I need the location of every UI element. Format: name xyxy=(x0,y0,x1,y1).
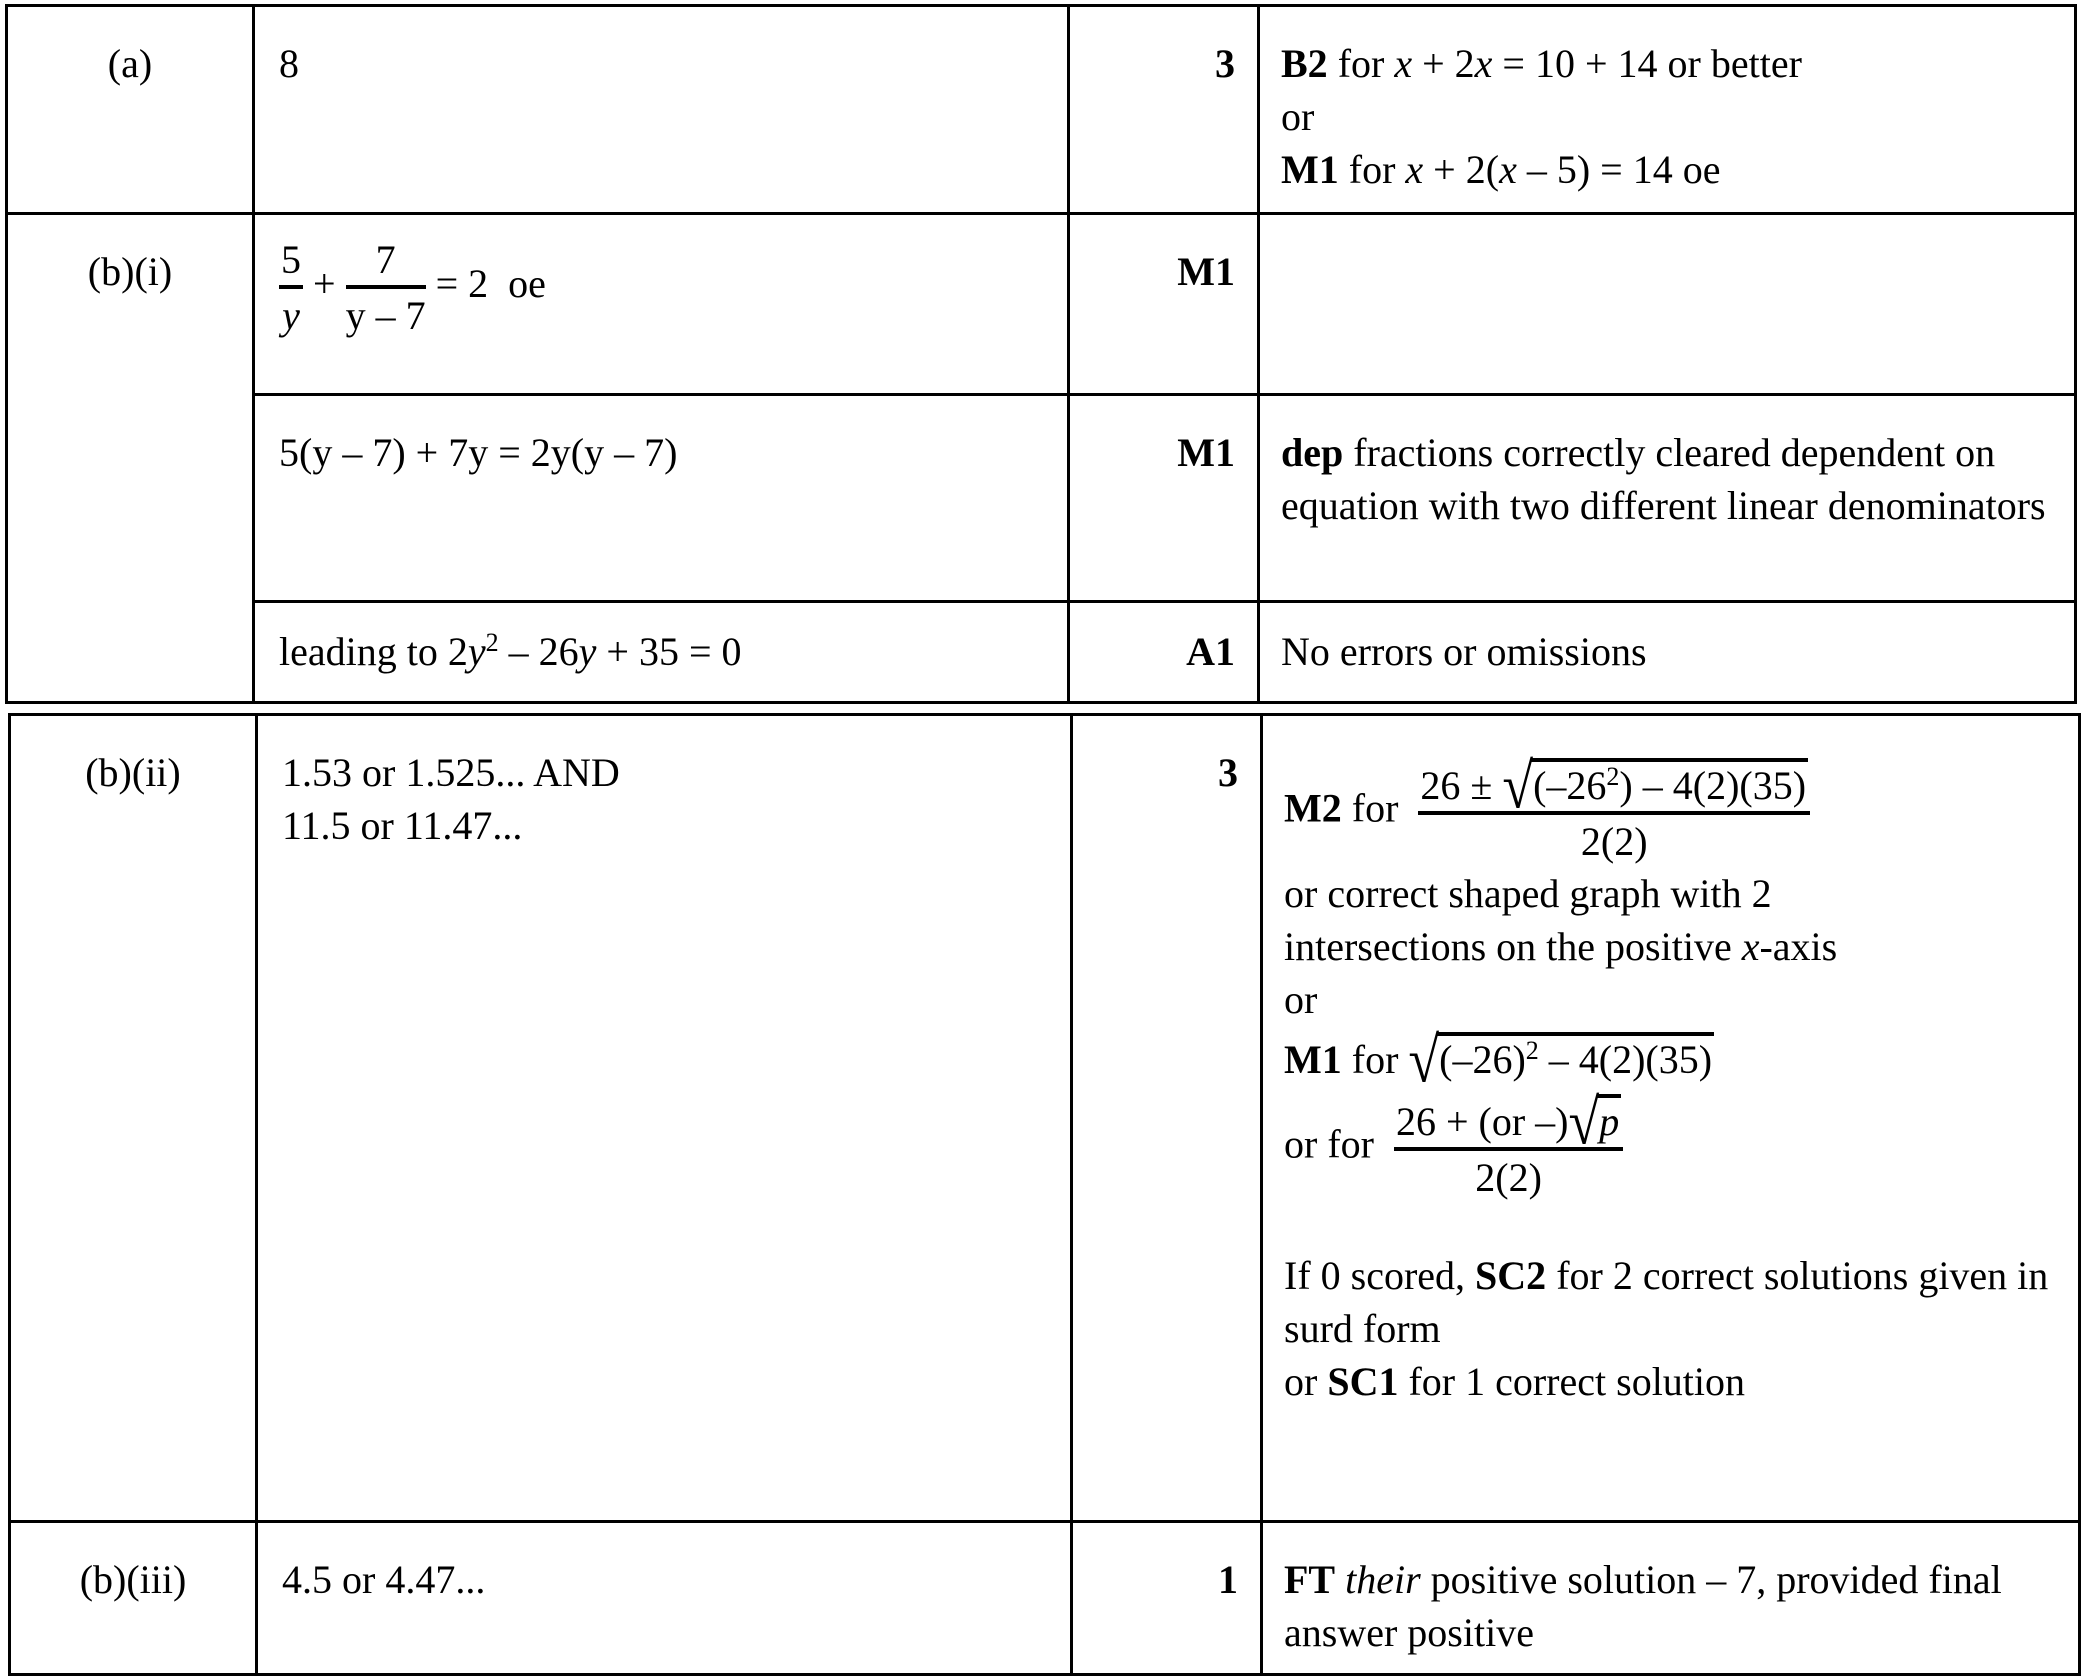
sqrt-icon: √ xyxy=(1408,1025,1440,1097)
part-label: (a) xyxy=(7,6,254,214)
exponent: 2 xyxy=(485,628,499,657)
m2-line xyxy=(1284,751,2068,867)
table-row-b-iii xyxy=(10,1522,2080,1675)
table-row-b-i-step1 xyxy=(7,214,2076,395)
guidance-cell: No errors or omissions xyxy=(1259,602,2076,703)
mark-code: SC2 xyxy=(1475,1253,1547,1298)
m1-line xyxy=(1284,1025,2068,1097)
text: their xyxy=(1335,1557,1421,1602)
denominator: y xyxy=(282,293,300,338)
fraction xyxy=(346,235,426,341)
mark-code: M2 xyxy=(1284,785,1342,831)
special-case xyxy=(1284,1249,2068,1355)
numerator: 5 xyxy=(279,235,303,289)
guidance-line xyxy=(1281,143,2064,196)
guidance-line: or correct shaped graph with 2 xyxy=(1284,871,1772,916)
guidance-cell xyxy=(1262,1522,2080,1675)
mark-scheme-table-1 xyxy=(5,4,2077,704)
part-label: (b)(iii) xyxy=(10,1522,257,1675)
text: 26 + (or –) xyxy=(1395,1099,1569,1144)
denominator: y – 7 xyxy=(345,293,426,338)
text: or for xyxy=(1284,1121,1384,1167)
text: – 26 xyxy=(498,629,579,674)
numerator xyxy=(1418,751,1810,823)
mark-code: dep xyxy=(1281,430,1344,475)
text: for xyxy=(1341,785,1409,831)
denominator: 2(2) xyxy=(1475,1155,1542,1200)
guidance-cell xyxy=(1259,214,2076,395)
sqrt-icon: √ xyxy=(1502,751,1534,823)
text: or xyxy=(1284,1359,1328,1404)
mark-cell: 1 xyxy=(1072,1522,1262,1675)
text: – 4(2)(35) xyxy=(1538,1037,1713,1082)
special-case xyxy=(1284,1355,2068,1408)
text: -axis xyxy=(1759,924,1838,969)
mark-code: M1 xyxy=(1284,1037,1342,1082)
text: for xyxy=(1338,147,1406,192)
mark-cell: 3 xyxy=(1069,6,1259,214)
text: ) – 4(2)(35) xyxy=(1619,763,1807,808)
table-row-a xyxy=(7,6,2076,214)
answer-cell: 8 xyxy=(254,6,1069,214)
text: = 10 + 14 or better xyxy=(1492,41,1802,86)
text: (–26 xyxy=(1533,763,1607,808)
guidance-cell xyxy=(1262,715,2080,1522)
guidance-cell xyxy=(1259,395,2076,602)
mark-code: M1 xyxy=(1281,147,1339,192)
text: intersections on the positive xyxy=(1284,924,1742,969)
answer-cell xyxy=(254,214,1069,395)
variable: y xyxy=(467,629,486,674)
text: + 2 xyxy=(1412,41,1475,86)
table-row-b-i-step3 xyxy=(7,602,2076,703)
answer-line: 1.53 or 1.525... AND xyxy=(282,750,620,795)
p-fraction xyxy=(1394,1087,1623,1203)
answer-cell: 5(y – 7) + 7y = 2y(y – 7) xyxy=(254,395,1069,602)
part-label: (b)(ii) xyxy=(10,715,257,1522)
mark-cell: M1 xyxy=(1069,395,1259,602)
variable: x xyxy=(1405,147,1424,192)
guidance-line xyxy=(1284,920,2068,973)
text: positive solution – 7, provided final answer positive xyxy=(1284,1557,2002,1655)
answer-cell: 4.5 or 4.47... xyxy=(257,1522,1072,1675)
mark-code: SC1 xyxy=(1327,1359,1399,1404)
text: (–26) xyxy=(1439,1037,1526,1082)
text: + 2( xyxy=(1423,147,1500,192)
text: for 1 correct solution xyxy=(1398,1359,1746,1404)
text: 26 ± xyxy=(1420,763,1503,808)
variable: x xyxy=(1474,41,1493,86)
spacer xyxy=(1284,1203,2068,1249)
answer-line: 11.5 or 11.47... xyxy=(282,803,523,848)
numerator: 7 xyxy=(346,235,426,289)
table-row-b-i-step2 xyxy=(7,395,2076,602)
table-row-b-ii xyxy=(10,715,2080,1522)
sqrt-icon: √ xyxy=(1568,1087,1600,1159)
radicand xyxy=(1531,758,1808,810)
operator: + xyxy=(313,261,336,307)
guidance-cell xyxy=(1259,6,2076,214)
text: for xyxy=(1327,41,1395,86)
radicand xyxy=(1437,1032,1714,1084)
text: leading to 2 xyxy=(279,629,468,674)
or-for-line xyxy=(1284,1087,2068,1203)
radicand: p xyxy=(1597,1094,1621,1146)
text: – 5) = 14 oe xyxy=(1516,147,1721,192)
variable: x xyxy=(1741,924,1760,969)
mark-code: B2 xyxy=(1281,41,1328,86)
text: fractions correctly cleared dependent on equation with two different linear denominators xyxy=(1281,430,2046,528)
guidance-line: or xyxy=(1281,94,1315,139)
mark-cell: A1 xyxy=(1069,602,1259,703)
text: = 2 oe xyxy=(435,261,546,307)
variable: y xyxy=(578,629,597,674)
text: + 35 = 0 xyxy=(596,629,742,674)
variable: x xyxy=(1394,41,1413,86)
mark-cell: M1 xyxy=(1069,214,1259,395)
numerator xyxy=(1394,1087,1623,1159)
exponent: 2 xyxy=(1606,762,1620,791)
answer-cell xyxy=(254,602,1069,703)
part-label: (b)(i) xyxy=(7,214,254,703)
fraction xyxy=(279,235,303,341)
mark-cell: 3 xyxy=(1072,715,1262,1522)
text: If 0 scored, xyxy=(1284,1253,1476,1298)
mark-scheme-table-2 xyxy=(8,713,2081,1676)
text: for 2 correct solutions given in surd form xyxy=(1284,1253,2049,1351)
denominator: 2(2) xyxy=(1580,819,1648,864)
mark-code: FT xyxy=(1284,1557,1336,1602)
guidance-line: or xyxy=(1284,977,1318,1022)
quadratic-formula xyxy=(1418,751,1810,867)
answer-cell xyxy=(257,715,1072,1522)
exponent: 2 xyxy=(1525,1036,1539,1065)
guidance-line xyxy=(1281,37,2064,90)
variable: x xyxy=(1499,147,1517,192)
text: for xyxy=(1341,1037,1409,1082)
